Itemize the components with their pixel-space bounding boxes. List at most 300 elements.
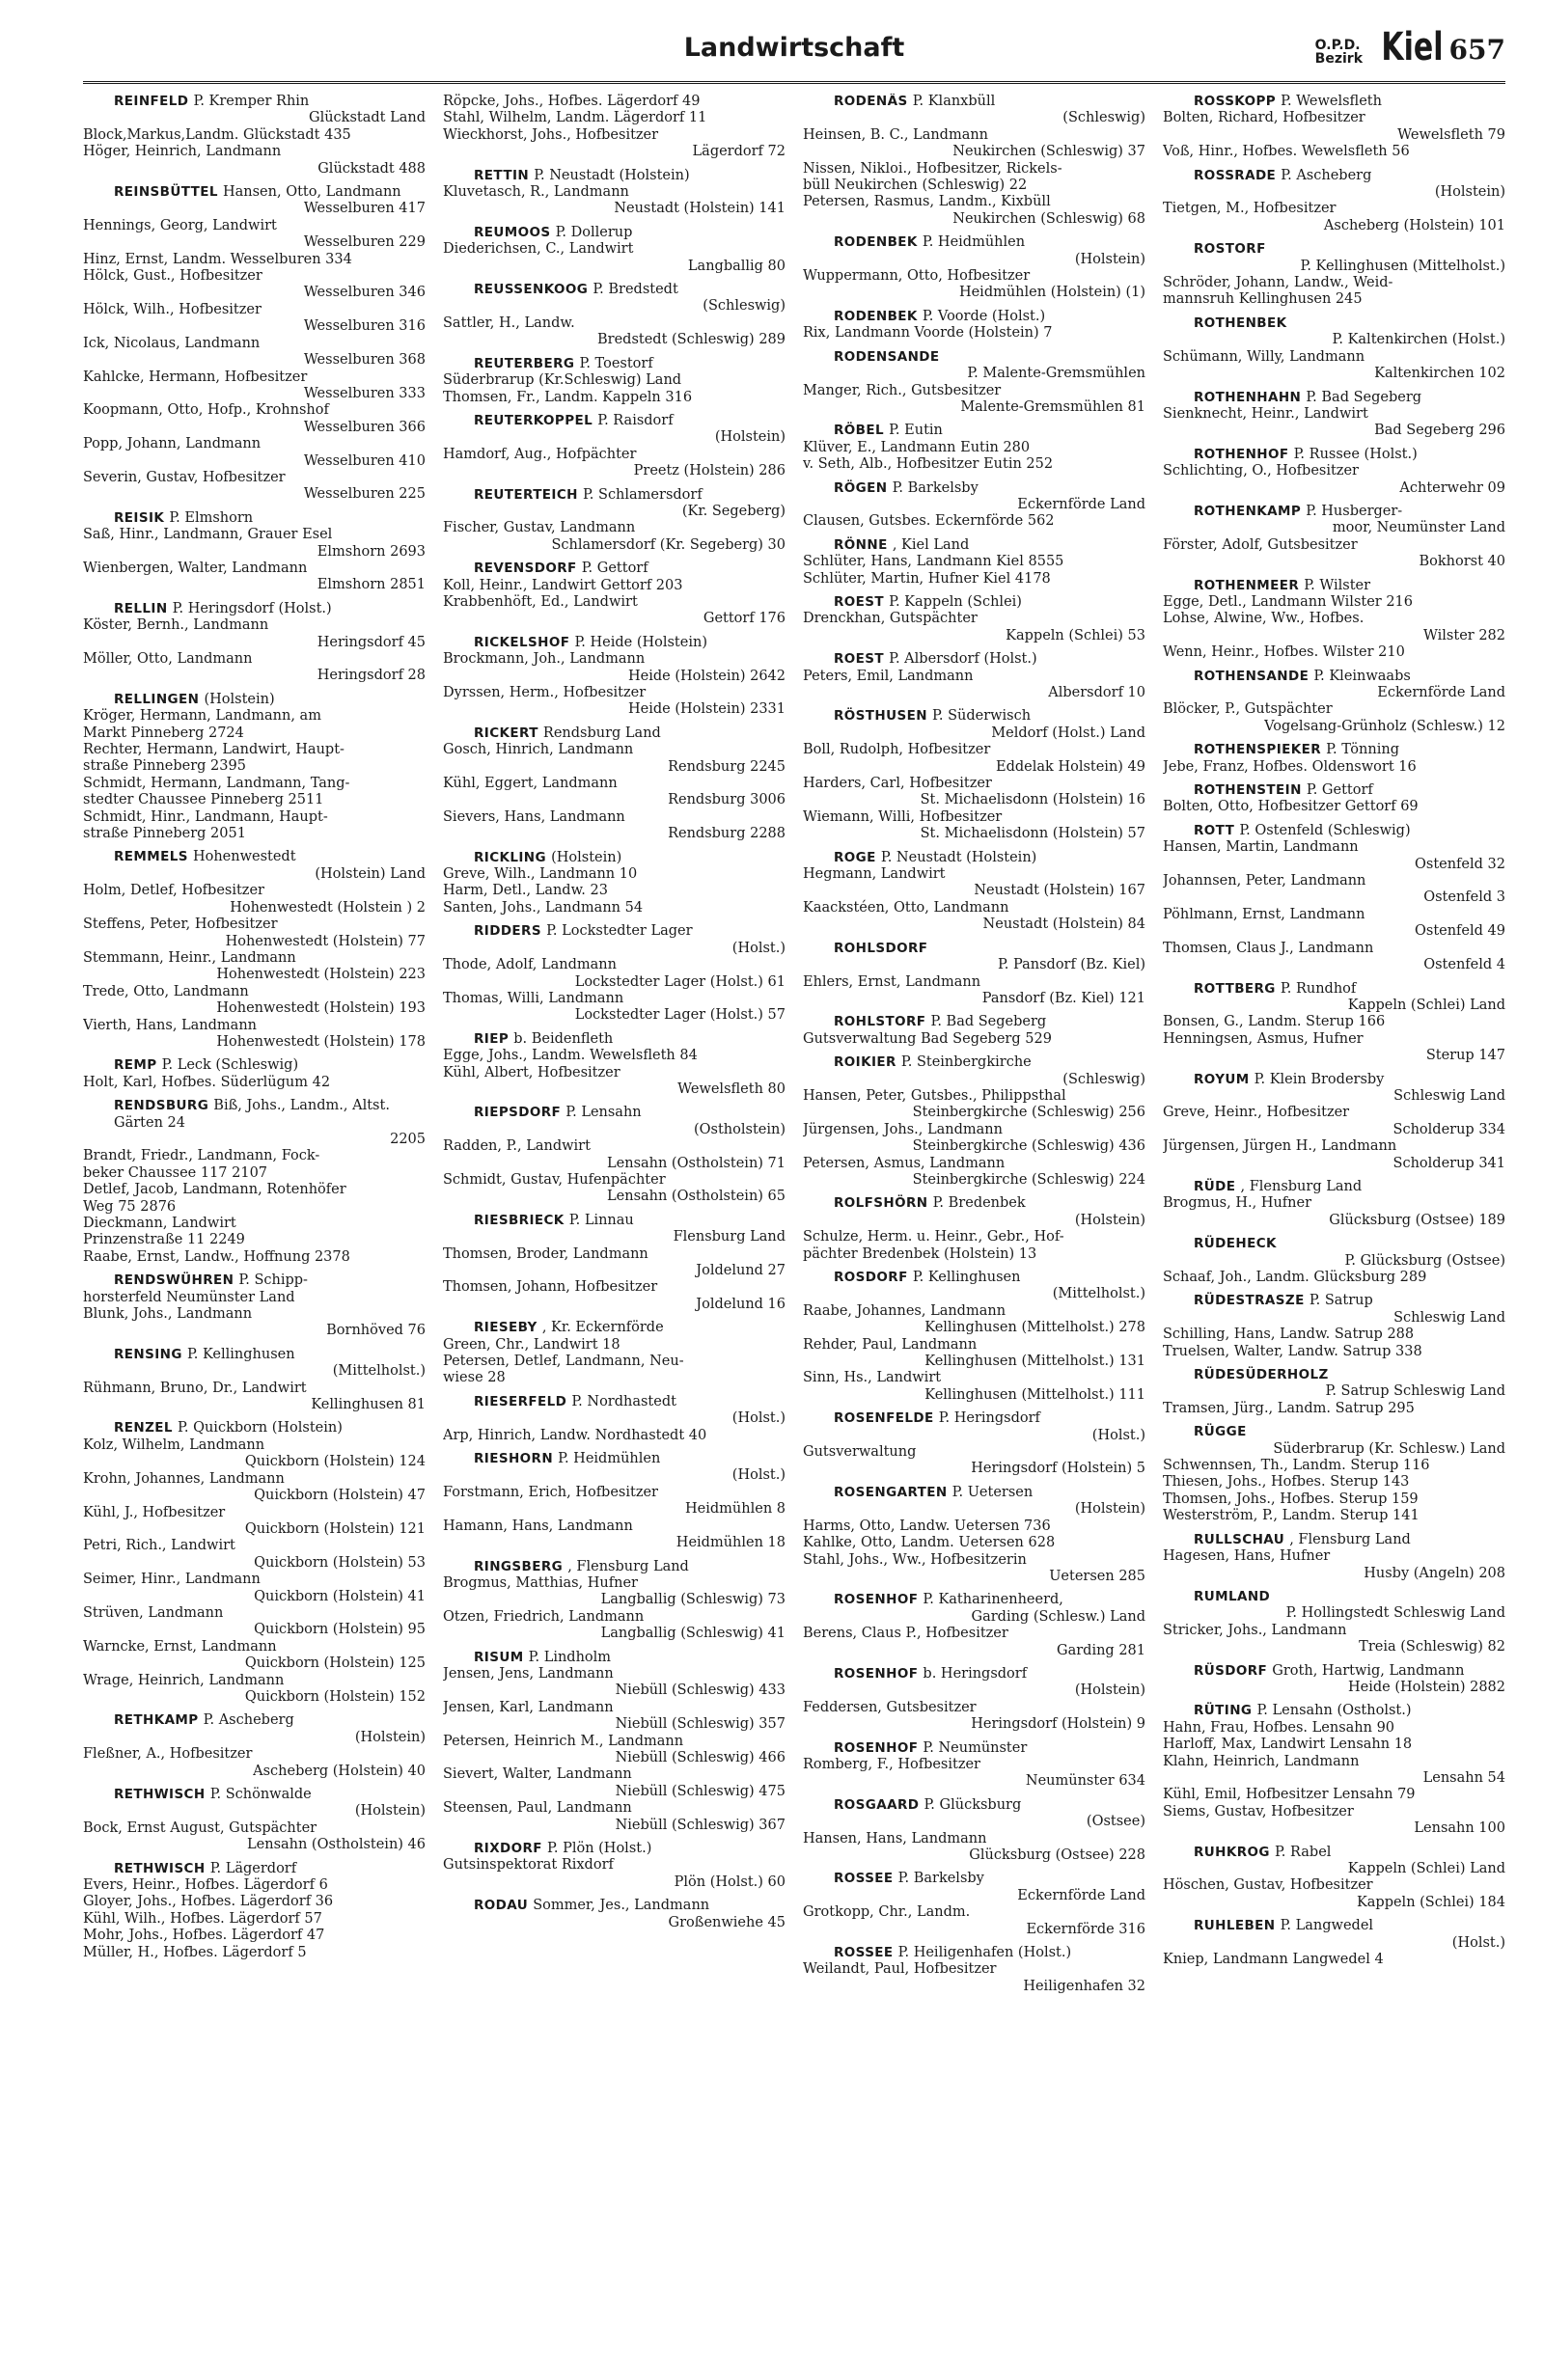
entry-line: Koopmann, Otto, Hofp., Krohnshof: [83, 402, 329, 419]
place-heading: [803, 1054, 1145, 1071]
place-heading: [83, 692, 426, 708]
entry-line: Schmidt, Hinr., Landmann, Haupt-: [83, 808, 328, 825]
directory-entry: [1163, 241, 1505, 309]
entry-line: Bokhorst 40: [1419, 554, 1505, 570]
place-heading: [803, 1270, 1145, 1286]
entry-line: Neukirchen (Schleswig) 37: [952, 144, 1145, 160]
entry-line: Süderbrarup (Kr. Schlesw.) Land: [1273, 1440, 1505, 1457]
entry-line: Achterwehr 09: [1399, 479, 1505, 496]
place-detail: P. Steinbergkirche: [900, 1054, 1032, 1071]
place-heading: [1163, 1293, 1505, 1309]
place-detail: P. Gettorf: [581, 561, 648, 577]
entry-line: (Holst.): [731, 1467, 786, 1484]
entry-line: Heiligenhafen 32: [1023, 1978, 1145, 1994]
directory-entry: [1163, 669, 1505, 736]
place-heading: [83, 94, 426, 110]
entry-line: Vierth, Hans, Landmann: [83, 1017, 258, 1033]
directory-entry: [443, 850, 786, 917]
entry-line: horsterfeld Neumünster Land: [83, 1289, 295, 1305]
place-heading: [1163, 94, 1505, 110]
place-detail: (Holstein): [204, 691, 275, 707]
entry-line: Gettorf 176: [703, 611, 786, 627]
entry-line: Eddelak Holstein) 49: [996, 758, 1145, 775]
directory-entry: [1163, 1072, 1505, 1172]
entry-line: Heidmühlen 8: [685, 1501, 786, 1518]
directory-entry: [1163, 1845, 1505, 1912]
place-heading: [443, 356, 786, 372]
place-detail: b. Heringsdorf: [923, 1665, 1028, 1682]
place-heading: [1163, 823, 1505, 839]
entry-line: mannsruh Kellinghusen 245: [1163, 291, 1363, 308]
place-detail: P. Husberger-: [1306, 503, 1403, 519]
place-name: ROEST: [834, 651, 885, 668]
directory-entry: [1163, 742, 1505, 776]
entry-line: Scholderup 334: [1392, 1121, 1505, 1137]
entry-line: Krabbenhöft, Ed., Landwirt: [443, 593, 638, 610]
directory-entry: [803, 1797, 1145, 1865]
entry-line: Wesselburen 368: [303, 352, 426, 369]
directory-entry: [803, 594, 1145, 644]
entry-line: Süderbrarup (Kr.Schleswig) Land: [443, 372, 682, 389]
entry-line: Bolten, Richard, Hofbesitzer: [1163, 110, 1365, 126]
place-detail: P. Klanxbüll: [912, 94, 996, 109]
entry-line: Schulze, Herm. u. Heinr., Gebr., Hof-: [803, 1229, 1064, 1245]
entry-line: Romberg, F., Hofbesitzer: [803, 1756, 980, 1772]
entry-line: Schlamersdorf (Kr. Segeberg) 30: [551, 536, 786, 553]
place-name: REUTERBERG: [474, 355, 575, 371]
place-detail: P. Plön (Holst.): [547, 1841, 652, 1856]
place-heading: [1163, 1532, 1505, 1548]
directory-entry: [443, 561, 786, 628]
entry-line: Krohn, Johannes, Landmann: [83, 1470, 285, 1487]
place-heading: [83, 1347, 426, 1363]
directory-entry: [1163, 1424, 1505, 1524]
entry-line: (Schleswig): [703, 298, 786, 315]
place-detail: P. Bad Segeberg: [1306, 389, 1422, 405]
place-detail: P. Schönwalde: [209, 1787, 312, 1802]
directory-entry: [1163, 1236, 1505, 1286]
entry-line: Petri, Rich., Landwirt: [83, 1538, 235, 1554]
entry-line: Brandt, Friedr., Landmann, Fock-: [83, 1148, 320, 1164]
place-name: ROSENHOF: [834, 1665, 919, 1682]
entry-line: Wilster 282: [1423, 627, 1505, 643]
place-name: RICKELSHOF: [474, 634, 570, 650]
directory-entry: [443, 225, 786, 275]
entry-line: Berens, Claus P., Hofbesitzer: [803, 1626, 1008, 1642]
place-detail: P. Barkelsby: [892, 479, 979, 496]
place-name: ROSTORF: [1194, 241, 1266, 258]
directory-entry: [1163, 1293, 1505, 1360]
place-detail: P. Langwedel: [1280, 1918, 1374, 1934]
entry-line: Rehder, Paul, Landmann: [803, 1336, 978, 1353]
directory-entry: [1163, 981, 1505, 1065]
directory-entry: [1163, 1367, 1505, 1417]
directory-entry: [803, 94, 1145, 228]
place-name: RICKLING: [474, 849, 546, 865]
entry-line: Ick, Nicolaus, Landmann: [83, 335, 261, 351]
place-heading: [1163, 1072, 1505, 1088]
entry-line: Ascheberg (Holstein) 40: [253, 1763, 426, 1779]
place-heading: [1163, 1424, 1505, 1440]
entry-line: Green, Chr., Landwirt 18: [443, 1336, 620, 1353]
directory-entry: [443, 1320, 786, 1387]
entry-line: Hohenwestedt (Holstein) 223: [216, 967, 426, 983]
entry-line: Heinsen, B. C., Landmann: [803, 126, 989, 143]
directory-entry: [443, 168, 786, 218]
entry-line: Grotkopp, Chr., Landm.: [803, 1904, 971, 1921]
place-heading: [1163, 1589, 1505, 1605]
place-name: REMMELS: [114, 849, 188, 865]
place-heading: [83, 849, 426, 865]
entry-line: (Holstein): [1074, 251, 1145, 267]
directory-entry: [1163, 578, 1505, 662]
entry-line: Wesselburen 346: [303, 285, 426, 301]
place-heading: [1163, 390, 1505, 406]
entry-line: Popp, Johann, Landmann: [83, 436, 262, 452]
entry-line: Schaaf, Joh., Landm. Glücksburg 289: [1163, 1270, 1427, 1285]
place-heading: [83, 1057, 426, 1074]
directory-entry: [443, 1451, 786, 1551]
place-name: RÜTING: [1194, 1703, 1253, 1719]
place-heading: [443, 1394, 786, 1410]
entry-line: Jürgensen, Jürgen H., Landmann: [1163, 1138, 1397, 1155]
entry-line: Wienbergen, Walter, Landmann: [83, 560, 308, 576]
entry-line: Ostenfeld 3: [1423, 889, 1505, 906]
entry-line: Garding (Schlesw.) Land: [971, 1608, 1145, 1625]
entry-line: Quickborn (Holstein) 47: [254, 1488, 426, 1504]
place-name: ROIKIER: [834, 1054, 896, 1071]
entry-line: Wesselburen 410: [303, 452, 426, 469]
directory-entry: [1163, 1532, 1505, 1582]
entry-line: Pansdorf (Bz. Kiel) 121: [981, 990, 1145, 1006]
place-detail: (Holstein): [551, 849, 622, 865]
place-detail: P. Elmshorn: [169, 509, 254, 526]
entry-line: Glückstadt 488: [317, 160, 426, 177]
entry-line: Mohr, Johs., Hofbes. Lägerdorf 47: [83, 1928, 325, 1944]
directory-entry: [443, 725, 786, 843]
entry-line: Hamann, Hans, Landmann: [443, 1518, 633, 1534]
place-name: REUSSENKOOG: [474, 282, 589, 298]
entry-line: Schmidt, Hermann, Landmann, Tang-: [83, 775, 350, 791]
entry-line: Bornhöved 76: [326, 1323, 426, 1339]
entry-line: Hansen, Hans, Landmann: [803, 1830, 987, 1847]
place-detail: P. Nordhastedt: [571, 1393, 676, 1409]
entry-line: Steinbergkirche (Schleswig) 224: [912, 1171, 1145, 1188]
entry-line: P. Satrup Schleswig Land: [1325, 1383, 1505, 1400]
place-name: RÜDESÜDERHOLZ: [1194, 1367, 1329, 1383]
place-heading: [803, 234, 1145, 251]
place-heading: [1163, 1663, 1505, 1680]
entry-line: (Holst.): [1091, 1427, 1145, 1443]
place-detail: P. Leck (Schleswig): [161, 1057, 299, 1074]
entry-line: (Holstein): [1074, 1682, 1145, 1699]
directory-entry: [83, 1098, 426, 1266]
place-heading: [1163, 1845, 1505, 1861]
place-name: RUHKROG: [1194, 1844, 1270, 1860]
place-detail: b. Beidenfleth: [513, 1030, 614, 1047]
place-heading: [83, 1787, 426, 1803]
entry-line: Preetz (Holstein) 286: [633, 463, 786, 479]
entry-line: (Ostsee): [1086, 1814, 1145, 1830]
place-name: RIESEBY: [474, 1320, 538, 1336]
entry-line: P. Hollingstedt Schleswig Land: [1285, 1605, 1505, 1622]
place-name: ROSENGARTEN: [834, 1484, 948, 1500]
place-heading: [1163, 241, 1505, 258]
entry-line: Quickborn (Holstein) 95: [254, 1622, 426, 1638]
entry-line: Bredstedt (Schleswig) 289: [597, 332, 786, 348]
entry-line: Sattler, H., Landw.: [443, 315, 575, 331]
entry-line: (Mittelholst.): [1052, 1286, 1145, 1302]
column-1: [83, 94, 426, 1995]
place-detail: P. Tönning: [1326, 742, 1399, 758]
entry-line: Bolten, Otto, Hofbesitzer Gettorf 69: [1163, 799, 1419, 815]
entry-line: Hinz, Ernst, Landm. Wesselburen 334: [83, 251, 352, 267]
entry-line: straße Pinneberg 2395: [83, 758, 246, 775]
place-name: REISIK: [114, 509, 165, 526]
directory-entry: [803, 1054, 1145, 1189]
page-header: [83, 0, 1505, 77]
place-detail: P. Dollerup: [555, 224, 633, 240]
entry-line: Greve, Wilh., Landmann 10: [443, 866, 638, 883]
entry-line: Nissen, Nikloi., Hofbesitzer, Rickels-: [803, 160, 1062, 177]
place-detail: , Kr. Eckernförde: [541, 1320, 664, 1336]
entry-line: Kühl, Eggert, Landmann: [443, 776, 618, 792]
column-2: [443, 94, 786, 1995]
entry-line: Koll, Heinr., Landwirt Gettorf 203: [443, 577, 683, 593]
entry-line: Lensahn (Ostholstein) 71: [607, 1155, 786, 1171]
place-name: RELLIN: [114, 600, 168, 616]
place-name: ROSENHOF: [834, 1592, 919, 1608]
place-detail: P. Quickborn (Holstein): [178, 1420, 343, 1436]
entry-line: P. Kaltenkirchen (Holst.): [1332, 332, 1505, 348]
place-detail: , Flensburg Land: [1240, 1178, 1363, 1194]
directory-entry: [443, 1105, 786, 1205]
entry-line: 2205: [390, 1131, 426, 1147]
entry-line: Wewelsfleth 79: [1397, 126, 1505, 143]
place-detail: P. Wilster: [1304, 577, 1371, 593]
entry-line: Gutsverwaltung Bad Segeberg 529: [803, 1030, 1052, 1047]
entry-line: Niebüll (Schleswig) 475: [615, 1783, 786, 1799]
entry-line: Bock, Ernst August, Gutspächter: [83, 1819, 317, 1836]
entry-line: Klahn, Heinrich, Landmann: [1163, 1753, 1360, 1769]
place-detail: P. Kellinghusen: [186, 1346, 295, 1362]
place-detail: P. Raisdorf: [597, 412, 674, 428]
place-detail: P. Bredenbek: [932, 1195, 1026, 1212]
place-name: REUTERTEICH: [474, 486, 578, 503]
entry-line: Hamdorf, Aug., Hofpächter: [443, 446, 637, 462]
place-detail: P. Rundhof: [1280, 980, 1357, 997]
directory-entry: [803, 1666, 1145, 1734]
entry-line: Holt, Karl, Hofbes. Süderlügum 42: [83, 1074, 331, 1090]
entry-line: Heringsdorf (Holstein) 9: [971, 1716, 1145, 1733]
place-heading: [1163, 782, 1505, 799]
place-name: ROSSEE: [834, 1871, 894, 1887]
entry-line: wiese 28: [443, 1370, 506, 1386]
entry-line: Lohse, Alwine, Ww., Hofbes.: [1163, 611, 1365, 627]
directory-entry: [1163, 782, 1505, 816]
place-heading: [443, 1320, 786, 1336]
place-detail: P. Russee (Holst.): [1293, 446, 1418, 462]
entry-line: Thode, Adolf, Landmann: [443, 957, 617, 973]
entry-line: Prinzenstraße 11 2249: [83, 1232, 245, 1248]
place-detail: P. Barkelsby: [897, 1871, 984, 1887]
entry-line: Kröger, Hermann, Landmann, am: [83, 708, 321, 725]
entry-line: Saß, Hinr., Landmann, Grauer Esel: [83, 527, 333, 543]
place-detail: P. Ostenfeld (Schleswig): [1239, 822, 1411, 838]
entry-line: Boll, Rudolph, Hofbesitzer: [803, 742, 991, 758]
entry-line: Thomsen, Johs., Hofbes. Sterup 159: [1163, 1491, 1419, 1507]
entry-line: beker Chaussee 117 2107: [83, 1164, 268, 1181]
place-heading: [803, 651, 1145, 668]
entry-line: Garding 281: [1057, 1642, 1145, 1658]
place-heading: [803, 1666, 1145, 1682]
entry-line: (Holstein) Land: [315, 865, 426, 882]
place-name: RENSING: [114, 1346, 182, 1362]
entry-line: Schröder, Johann, Landw., Weid-: [1163, 275, 1393, 291]
entry-line: Förster, Adolf, Gutsbesitzer: [1163, 536, 1358, 553]
place-heading: [443, 923, 786, 940]
place-detail: P. Bad Segeberg: [930, 1014, 1047, 1030]
place-name: RODENÄS: [834, 94, 908, 109]
entry-line: Bad Segeberg 296: [1374, 423, 1505, 439]
place-detail: P. Ascheberg: [203, 1712, 294, 1729]
place-name: RÜGGE: [1194, 1424, 1247, 1440]
entry-line: Rendsburg 2245: [668, 758, 786, 775]
place-detail: , Flensburg Land: [567, 1558, 689, 1574]
entry-line: Elmshorn 2851: [317, 577, 426, 593]
place-name: RUMLAND: [1194, 1588, 1271, 1604]
place-heading: [443, 168, 786, 184]
entry-line: (Holstein): [1434, 184, 1505, 201]
place-heading: [803, 423, 1145, 439]
place-detail: Hansen, Otto, Landmann: [222, 184, 401, 201]
entry-line: Wesselburen 333: [303, 385, 426, 401]
entry-line: Wuppermann, Otto, Hofbesitzer: [803, 268, 1031, 285]
place-heading: [443, 282, 786, 298]
entry-line: Ostenfeld 49: [1414, 923, 1505, 940]
place-heading: [83, 1712, 426, 1729]
place-heading: [803, 850, 1145, 866]
place-detail: Rendsburg Land: [542, 725, 661, 741]
entry-line: Schmidt, Gustav, Hufenpächter: [443, 1171, 666, 1188]
entry-line: Petersen, Heinrich M., Landmann: [443, 1733, 684, 1749]
place-detail: P. Kremper Rhin: [193, 94, 310, 109]
directory-entry: [83, 184, 426, 504]
entry-line: Plön (Holst.) 60: [674, 1874, 786, 1890]
entry-line: Holm, Detlef, Hofbesitzer: [83, 883, 264, 899]
entry-line: Quickborn (Holstein) 121: [244, 1520, 426, 1537]
entry-line: Schwennsen, Th., Landm. Sterup 116: [1163, 1458, 1430, 1474]
place-heading: [803, 1014, 1145, 1030]
entry-line: Siems, Gustav, Hofbesitzer: [1163, 1803, 1354, 1819]
entry-line: Kühl, J., Hofbesitzer: [83, 1504, 226, 1520]
directory-entry: [443, 1213, 786, 1313]
directory-entry: [1163, 1179, 1505, 1229]
entry-line: Neustadt (Holstein) 167: [974, 883, 1145, 899]
entry-line: Wesselburen 417: [303, 201, 426, 217]
directory-entry: [1163, 1589, 1505, 1656]
directory-entry: [83, 1057, 426, 1091]
place-heading: [803, 480, 1145, 497]
place-name: ROTHENHAHN: [1194, 389, 1302, 405]
directory-entry: [443, 413, 786, 480]
entry-line: Steensen, Paul, Landmann: [443, 1800, 632, 1817]
place-heading: [443, 1898, 786, 1914]
place-detail: P. Lockstedter Lager: [546, 923, 693, 940]
entry-line: Hohenwestedt (Holstein ) 2: [230, 899, 426, 916]
entry-line: Kühl, Emil, Hofbesitzer Lensahn 79: [1163, 1787, 1416, 1803]
place-name: RIEP: [474, 1030, 510, 1047]
entry-line: (Holst.): [731, 940, 786, 956]
entry-line: Wesselburen 316: [303, 318, 426, 335]
place-detail: P. Heide (Holstein): [574, 634, 707, 650]
section-title: Landwirtschaft: [683, 33, 905, 63]
place-name: ROTHENKAMP: [1194, 503, 1302, 519]
entry-line: Dieckmann, Landwirt: [83, 1216, 236, 1231]
entry-line: Lensahn (Ostholstein) 46: [247, 1837, 426, 1853]
entry-line: (Schleswig): [1062, 1071, 1145, 1087]
place-name: RIDDERS: [474, 923, 541, 940]
entry-line: stedter Chaussee Pinneberg 2511: [83, 792, 324, 808]
place-heading: [83, 1861, 426, 1877]
entry-line: Kolz, Wilhelm, Landmann: [83, 1436, 265, 1453]
entry-line: Schleswig Land: [1393, 1309, 1505, 1326]
entry-line: Kniep, Landmann Langwedel 4: [1163, 1952, 1384, 1968]
place-detail: P. Süderwisch: [932, 708, 1032, 725]
place-detail: P. Uetersen: [951, 1484, 1034, 1500]
entry-line: Scholderup 341: [1392, 1155, 1505, 1171]
place-name: ROGE: [834, 849, 876, 865]
entry-line: Flensburg Land: [673, 1229, 786, 1245]
directory-entry: [803, 349, 1145, 417]
entry-line: Bonsen, G., Landm. Sterup 166: [1163, 1014, 1386, 1030]
place-heading: [443, 487, 786, 504]
place-detail: P. Heiligenhafen (Holst.): [897, 1945, 1072, 1961]
place-name: RÜDESTRASZE: [1194, 1293, 1305, 1309]
directory-entry: [803, 1270, 1145, 1404]
place-heading: [443, 1105, 786, 1121]
place-name: RETTIN: [474, 167, 530, 183]
place-name: ROSSRADE: [1194, 167, 1277, 183]
place-detail: P. Gettorf: [1306, 782, 1373, 799]
entry-line: Harm, Detl., Landw. 23: [443, 883, 608, 899]
entry-line: Raabe, Ernst, Landw., Hoffnung 2378: [83, 1248, 350, 1265]
place-name: RODENBEK: [834, 234, 918, 251]
place-name: RULLSCHAU: [1194, 1531, 1285, 1547]
entry-line: Eckernförde Land: [1017, 496, 1145, 512]
directory-entry: [1163, 390, 1505, 440]
entry-line: Tietgen, M., Hofbesitzer: [1163, 201, 1337, 217]
place-detail: , Flensburg Land: [1289, 1531, 1411, 1547]
place-name: RENDSBURG: [114, 1098, 209, 1114]
entry-line: Egge, Johs., Landm. Wewelsfleth 84: [443, 1048, 698, 1064]
place-detail: P. Wewelsfleth: [1281, 94, 1382, 109]
place-heading: [1163, 315, 1505, 332]
place-detail: P. Neumünster: [923, 1739, 1028, 1756]
entry-line: Forstmann, Erich, Hofbesitzer: [443, 1484, 658, 1500]
entry-line: Niebüll (Schleswig) 433: [615, 1682, 786, 1699]
entry-line: Otzen, Friedrich, Landmann: [443, 1608, 645, 1625]
entry-line: Kappeln (Schlei) 184: [1356, 1894, 1505, 1910]
entry-line: Dyrssen, Herm., Hofbesitzer: [443, 685, 647, 700]
entry-line: Neustadt (Holstein) 141: [614, 201, 786, 217]
entry-line: Kaltenkirchen 102: [1374, 366, 1505, 382]
entry-line: Tramsen, Jürg., Landm. Satrup 295: [1163, 1400, 1415, 1416]
directory-entry: [803, 1410, 1145, 1478]
entry-line: Blöcker, P., Gutspächter: [1163, 701, 1333, 718]
entry-line: Röpcke, Johs., Hofbes. Lägerdorf 49: [443, 94, 701, 109]
entry-line: Stemmann, Heinr., Landmann: [83, 949, 296, 966]
